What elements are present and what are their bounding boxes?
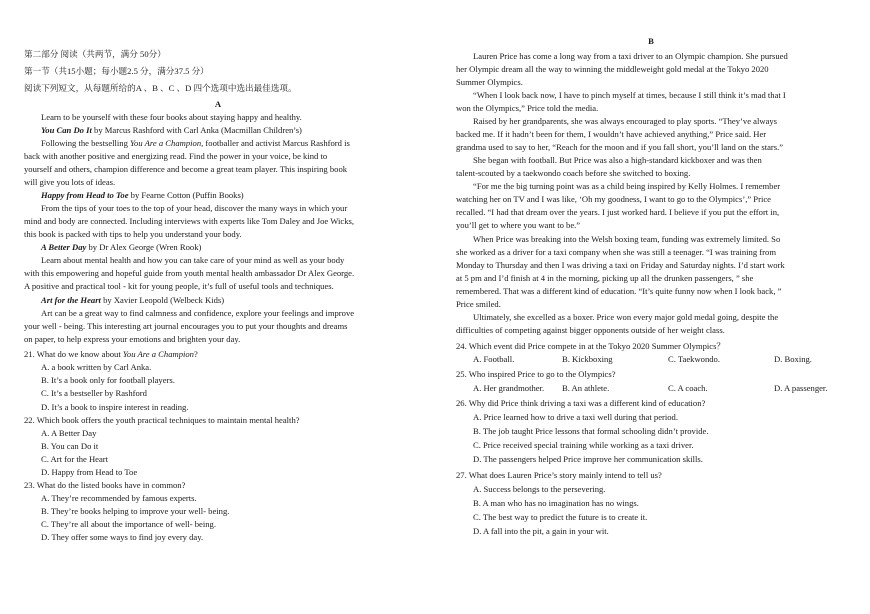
book4-heading	[24, 294, 412, 307]
p1-line: Summer Olympics.	[456, 77, 523, 87]
instructions: 阅读下列短文，从每题所给的A 、B 、C 、D 四个选项中选出最佳选项。	[24, 83, 297, 93]
p5-line: you’ll get to where you want to be.”	[456, 220, 581, 230]
p1-line: Lauren Price has come a long way from a taxi driver to an Olympic champion. She pursued	[473, 51, 788, 61]
question-26: 26. Why did Price think driving a taxi was a different kind of education?	[456, 398, 706, 408]
intro-text: Learn to be yourself with these four books about staying happy and healthy.	[41, 112, 302, 122]
p6-line: at 5 pm and I’d finish at 4 in the morning, picking up all the drunken passengers, ” she	[456, 273, 754, 283]
p6-line: remembered. That was a different kind of education. “It’s quite funny now when I look back, ”	[456, 286, 782, 296]
book4-line: on paper, to help express your emotions and brighten your day.	[24, 334, 241, 344]
p4-line: talent-scouted by a taekwondo coach before she switched to boxing.	[456, 168, 691, 178]
book3-line: Learn about mental health and how you can take care of your mind as well as your body	[41, 255, 345, 265]
p4-line: She began with football. But Price was also a high-standard kickboxer and was then	[473, 155, 762, 165]
book4-title: Art for the Heart	[41, 295, 101, 305]
q24-option-a: A. Football.	[473, 354, 515, 364]
q22-option-a: A. A Better Day	[41, 428, 97, 438]
book1-line: Following the bestselling You Are a Champion, footballer and activist Marcus Rashford is	[41, 138, 350, 148]
p6-line: Price smiled.	[456, 299, 501, 309]
book1-italic-title: You Are a Champion	[130, 138, 202, 148]
q21-option-a: A. a book written by Carl Anka.	[41, 362, 152, 372]
q27-option-b: B. A man who has no imagination has no wings.	[473, 498, 639, 508]
q27-option-c: C. The best way to predict the future is to create it.	[473, 512, 648, 522]
book2-line: this book is packed with tips to help you understand your body.	[24, 229, 242, 239]
p1-line: her Olympic dream all the way to winning the middleweight gold medal at the Tokyo 2020	[456, 64, 769, 74]
q21-option-c: C. It’s a bestseller by Rashford	[41, 388, 147, 398]
p3-line: grandma used to say to her, “Reach for the moon and if you fall short, you’ll land on the stars.”	[456, 142, 784, 152]
question-22: 22. Which book offers the youth practical techniques to maintain mental health?	[24, 415, 300, 425]
book4-line: your well - being. This interesting art journal encourages you to put your thoughts and dreams	[24, 321, 348, 331]
q23-option-a: A. They’re recommended by famous experts.	[41, 493, 197, 503]
q24-options	[456, 353, 846, 366]
book1-line: will give you lots of ideas.	[24, 177, 116, 187]
book2-line: mind and body are connected. Including interviews with experts like Tom Daley and Joe Wicks,	[24, 216, 354, 226]
q26-option-d: D. The passengers helped Price improve her communication skills.	[473, 454, 703, 464]
book2-title: Happy from Head to Toe	[41, 190, 129, 200]
q24-option-c: C. Taekwondo.	[668, 354, 720, 364]
q27-option-a: A. Success belongs to the persevering.	[473, 484, 606, 494]
book4-line: Art can be a great way to find calmness and confidence, explore your feelings and improve	[41, 308, 355, 318]
question-27: 27. What does Lauren Price’s story mainly intend to tell us?	[456, 470, 662, 480]
book2-author: by Fearne Cotton (Puffin Books)	[128, 190, 244, 200]
book1-author: by Marcus Rashford with Carl Anka (Macmillan Children’s)	[91, 125, 302, 135]
book1-line: back with another positive and energizing read. Find the power in your voice, be kind to	[24, 151, 328, 161]
question-25: 25. Who inspired Price to go to the Olympics?	[456, 369, 616, 379]
p7-line: difficulties of competing against bigger opponents outside of her weight class.	[456, 325, 725, 335]
book3-title: A Better Day	[41, 242, 87, 252]
book3-author: by Dr Alex George (Wren Rook)	[86, 242, 202, 252]
p2-line: won the Olympics,” Price told the media.	[456, 103, 599, 113]
p6-line: When Price was breaking into the Welsh boxing team, funding was extremely limited. So	[473, 234, 781, 244]
q23-option-c: C. They’re all about the importance of well- being.	[41, 519, 217, 529]
book1-line: yourself and others, champion difference and become a great team player. This inspiring book	[24, 164, 348, 174]
book1-heading	[24, 124, 412, 137]
q24-option-b: B. Kickboxing	[562, 354, 613, 364]
q25-option-d: D. A passenger.	[774, 383, 828, 393]
q25-option-c: C. A coach.	[668, 383, 708, 393]
p3-line: Raised by her grandparents, she was always encouraged to play sports. “They’ve always	[473, 116, 778, 126]
q22-option-d: D. Happy from Head to Toe	[41, 467, 138, 477]
q23-option-d: D. They offer some ways to find joy every day.	[41, 532, 204, 542]
p5-line: watching her on TV and I was like, ‘Oh my goodness, I want to go to the Olympics’,” Price	[456, 194, 771, 204]
q26-option-a: A. Price learned how to drive a taxi well during that period.	[473, 412, 678, 422]
q26-option-b: B. The job taught Price lessons that formal schooling didn’t provide.	[473, 426, 709, 436]
p5-line: “For me the big turning point was as a child being inspired by Kelly Holmes. I remember	[473, 181, 781, 191]
question-24: 24. Which event did Price compete in at the Tokyo 2020 Summer Olympics？	[456, 341, 726, 351]
book1-title: You Can Do It	[41, 125, 92, 135]
p2-line: “When I look back now, I have to pinch myself at times, because I still think it’s mad that I	[473, 90, 786, 100]
p7-line: Ultimately, she excelled as a boxer. Price won every major gold medal going, despite the	[473, 312, 779, 322]
q27-option-d: D. A fall into the pit, a gain in your wit.	[473, 526, 609, 536]
section-header: 第二部分 阅读（共两节，满分 50分）	[24, 49, 166, 59]
book2-heading	[24, 189, 412, 202]
question-21: 21. What do we know about You Are a Champion?	[24, 349, 198, 359]
q25-option-a: A. Her grandmother.	[473, 383, 545, 393]
q25-option-b: B. An athlete.	[562, 383, 610, 393]
q22-option-c: C. Art for the Heart	[41, 454, 109, 464]
p5-line: recalled. “I had that dream over the years. I just worked hard. I believe if you put the effort in,	[456, 207, 780, 217]
passage-letter-a: A	[214, 99, 222, 109]
book4-author: by Xavier Leopold (Welbeck Kids)	[100, 295, 225, 305]
passage-letter-b: B	[648, 36, 654, 46]
book3-line: A positive and practical tool - kit for young people, it’s full of useful tools and techniques.	[24, 281, 334, 291]
book2-line: From the tips of your toes to the top of your head, discover the many ways in which your	[41, 203, 348, 213]
p6-line: Monday to Thursday and then I was driving a taxi on Friday and Saturday nights. I’d start work	[456, 260, 785, 270]
subsection-header: 第一节（共15小题；每小题2.5 分，满分37.5 分）	[24, 66, 209, 76]
q21-option-d: D. It’s a book to inspire interest in reading.	[41, 402, 189, 412]
q25-options	[456, 382, 846, 395]
book3-line: with this empowering and hopeful guide from youth mental health ambassador Dr Alex George.	[24, 268, 355, 278]
q21-option-b: B. It’s a book only for football players.	[41, 375, 175, 385]
question-23: 23. What do the listed books have in common?	[24, 480, 186, 490]
q22-option-b: B. You can Do it	[41, 441, 99, 451]
q23-option-b: B. They’re books helping to improve your well- being.	[41, 506, 230, 516]
p3-line: backed me. If it hadn’t been for them, I wouldn’t have achieved anything,” Price said. Her	[456, 129, 767, 139]
q26-option-c: C. Price received special training while working as a taxi driver.	[473, 440, 694, 450]
p6-line: she worked as a driver for a taxi company when she was still a teenager. “I was training from	[456, 247, 777, 257]
book3-heading	[24, 241, 412, 254]
q24-option-d: D. Boxing.	[774, 354, 812, 364]
